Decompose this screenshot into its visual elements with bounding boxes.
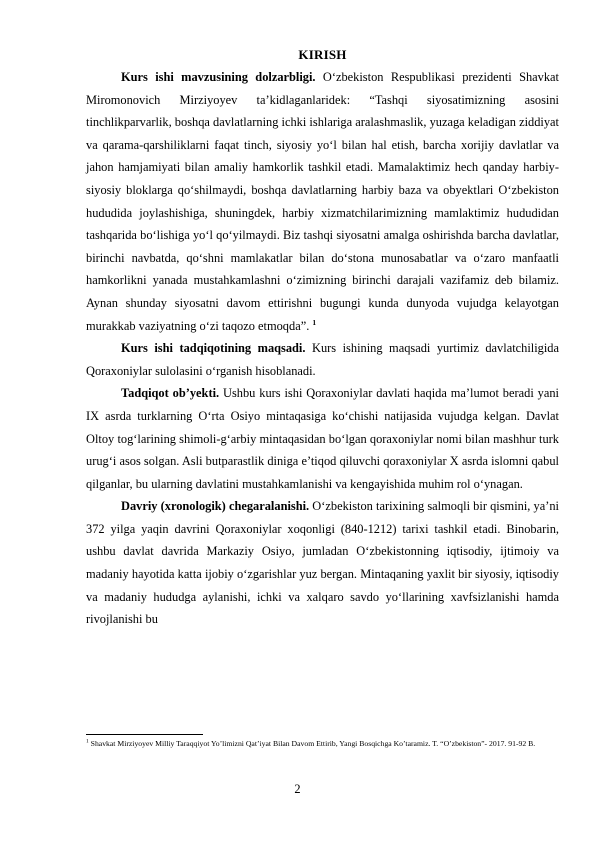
paragraph-relevance: [86, 66, 559, 337]
paragraph-object: [86, 382, 559, 495]
page-content: [86, 46, 559, 631]
paragraph-text: O‘zbekiston Respublikasi prezidenti Shavkat Miromonovich Mirziyoyev ta’kidlaganlaridek: “Tashqi siyosatimizning asosini tinchlikparvarlik, boshqa davlatlarning ichki ishlariga aralashmaslik, yuzaga keladigan ziddiyat va qarama-qarshiliklarni faqat tinch, siyosiy yo‘l bilan hal etish, barcha xorijiy davlatlar va jahon hamjamiyati bilan amaliy hamkorlik tashkil etadi. Mamalaktimiz hech qanday harbiy-siyosiy bloklarga qo‘shilmaydi, boshqa davlatlarning harbiy baza va obyektlari O‘zbekiston hududida joylashishiga, shuningdek, harbiy xizmatchilarimizning mamlaktimiz hududidan tashqarida bo‘lishiga yo‘l qo‘yilmaydi. Biz tashqi siyosatni amalga oshirishda barcha davlatlar, birinchi navbatda, qo‘shni mamlakatlar bilan do‘stona munosabatlar va o‘zaro manfaatli hamkorlikni yanada mustahkamlashni o‘zimizning birinchi darajali vazifamiz deb bilamiz. Aynan shunday siyosatni davom ettirishni bugungi kunda dunyoda vujudga kelayotgan murakkab vaziyatning o‘zi taqozo etmoqda”.: [86, 70, 559, 333]
paragraph-text: Ushbu kurs ishi Qoraxoniylar davlati haqida ma’lumot beradi yani IX asrda turklarning O‘rta Osiyo mintaqasiga ko‘chishi natijasida vujudga kelgan. Davlat Oltoy tog‘larining shimoli-g‘arbiy mintaqasidan bo‘lgan qoraxoniylar nomi bilan mashhur turk urug‘i asos solgan. Asli butparastlik diniga e’tiqod qiluvchi qoraxoniylar X asrda islomni qabul qilganlar, bu ularning davlatini mustahkamlanishi va kengayishida muhim rol o‘ynagan.: [86, 386, 559, 491]
footnote-text: Shavkat Mirziyoyev Milliy Taraqqiyot Yo’limizni Qat’iyat Bilan Davom Ettirib, Yangi Bosqichga Ko’taramiz. T. “O’zbekiston”- 2017. 91-92 B.: [90, 739, 536, 748]
footnote-number: 1: [86, 738, 89, 745]
paragraph-text: O‘zbekiston tarixining salmoqli bir qismini, ya’ni 372 yilga yaqin davrini Qoraxoniylar xoqonligi (840-1212) tarixi tashkil etadi. Binobarin, ushbu davlat davrida Markaziy Osiyo, jumladan O‘zbekistonning iqtisodiy, ijtimoiy va madaniy hayotida katta ijobiy o‘zgarishlar yuz bergan. Mintaqaning yaxlit bir siyosiy, iqtisodiy va madaniy hududga aylanishi, ichki va xalqaro savdo yo‘llarining xavfsizlanishi hamda rivojlanishi bu: [86, 499, 559, 627]
page-title: KIRISH: [298, 47, 347, 62]
paragraph-lead: Davriy (xronologik) chegaralanishi.: [121, 499, 310, 514]
page-number: 2: [294, 782, 301, 796]
paragraph-lead: Tadqiqot ob’yekti.: [121, 386, 220, 401]
footnote-separator: [86, 734, 203, 735]
footnote: [86, 738, 559, 750]
footnote-reference[interactable]: 1: [312, 317, 317, 327]
paragraph-lead: Kurs ishi tadqiqotining maqsadi.: [121, 341, 306, 356]
paragraph-aim: [86, 337, 559, 382]
paragraph-text: Kurs ishining maqsadi yurtimiz davlatchiligida Qoraxoniylar sulolasini o‘rganish hisoblanadi.: [86, 341, 559, 378]
paragraph-chronology: [86, 495, 559, 631]
paragraph-lead: Kurs ishi mavzusining dolzarbligi.: [121, 70, 316, 84]
